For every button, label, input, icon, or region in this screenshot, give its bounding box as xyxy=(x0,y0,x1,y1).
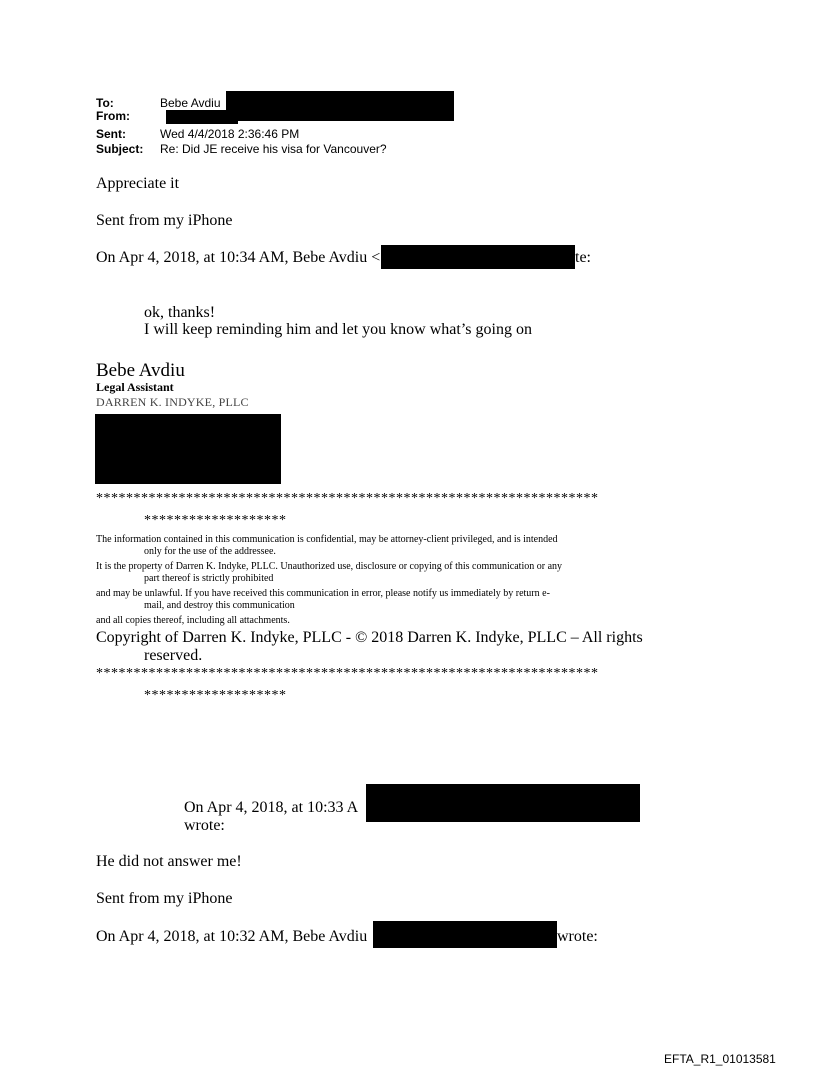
sent-value: Wed 4/4/2018 2:36:46 PM xyxy=(160,127,300,141)
quoted-message-line: I will keep reminding him and let you know what’s going on xyxy=(144,321,532,338)
disclaimer-line: part thereof is strictly prohibited xyxy=(144,573,274,584)
subject-value: Re: Did JE receive his visa for Vancouver? xyxy=(160,142,387,156)
bates-number: EFTA_R1_01013581 xyxy=(664,1052,776,1066)
separator-stars: ******************* xyxy=(144,688,287,703)
separator-stars: ******************************************************************* xyxy=(96,666,599,681)
redaction-box xyxy=(373,921,557,948)
disclaimer-line: and all copies thereof, including all attachments. xyxy=(96,615,290,626)
signature-title: Legal Assistant xyxy=(96,380,174,394)
redaction-box xyxy=(166,110,238,124)
signature-firm: DARREN K. INDYKE, PLLC xyxy=(96,395,249,409)
disclaimer-line: mail, and destroy this communication xyxy=(144,600,295,611)
quote-header-suffix: wrote: xyxy=(557,928,598,945)
copyright-line: reserved. xyxy=(144,647,203,664)
quote-header-suffix: te: xyxy=(575,249,591,266)
disclaimer-line: and may be unlawful. If you have received this communication in error, please notify us immediately by return e- xyxy=(96,588,550,599)
reply-text: Appreciate it xyxy=(96,175,180,192)
to-label: To: xyxy=(96,96,114,110)
disclaimer-line: The information contained in this communication is confidential, may be attorney-client privileged, and is intended xyxy=(96,534,558,545)
quoted-message-line: ok, thanks! xyxy=(144,304,216,321)
quote-header: On Apr 4, 2018, at 10:33 A xyxy=(184,799,359,816)
reply-text: He did not answer me! xyxy=(96,853,242,870)
redaction-box xyxy=(381,245,575,269)
copyright-line: Copyright of Darren K. Indyke, PLLC - © 2018 Darren K. Indyke, PLLC – All rights xyxy=(96,629,643,646)
redaction-box xyxy=(95,414,281,484)
signature-name: Bebe Avdiu xyxy=(96,360,185,381)
from-label: From: xyxy=(96,109,130,123)
quote-header: On Apr 4, 2018, at 10:32 AM, Bebe Avdiu xyxy=(96,928,368,945)
sent-label: Sent: xyxy=(96,127,126,141)
separator-stars: ******************************************************************* xyxy=(96,491,599,506)
disclaimer-line: It is the property of Darren K. Indyke, PLLC. Unauthorized use, disclosure or copying of this communication or any xyxy=(96,561,563,572)
redaction-box xyxy=(366,784,640,822)
quote-header-suffix: wrote: xyxy=(184,817,225,834)
subject-label: Subject: xyxy=(96,142,144,156)
iphone-signature: Sent from my iPhone xyxy=(96,212,233,229)
to-value: Bebe Avdiu xyxy=(160,96,221,110)
redaction-box xyxy=(226,91,454,121)
iphone-signature: Sent from my iPhone xyxy=(96,890,233,907)
quote-header: On Apr 4, 2018, at 10:34 AM, Bebe Avdiu < xyxy=(96,249,381,266)
separator-stars: ******************* xyxy=(144,513,287,528)
disclaimer-line: only for the use of the addressee. xyxy=(144,546,276,557)
